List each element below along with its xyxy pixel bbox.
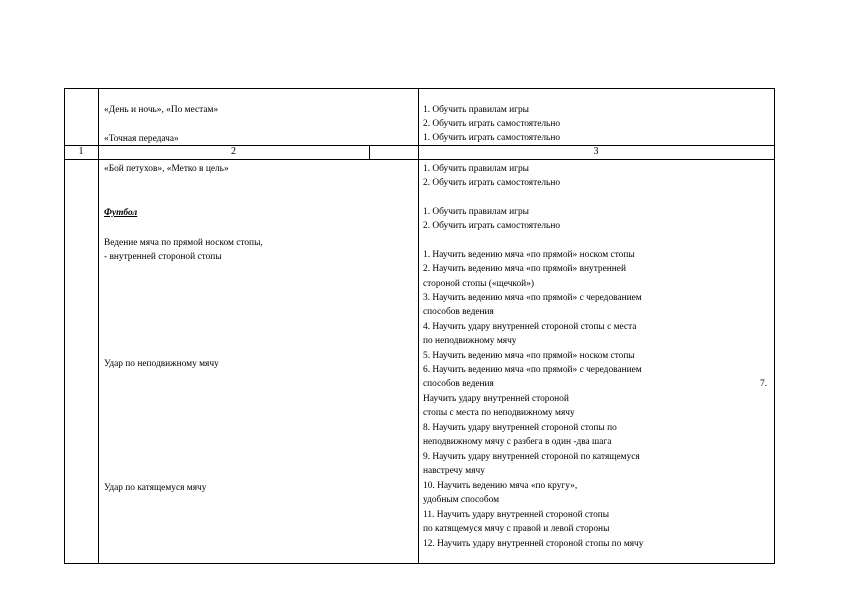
task-line: 3. Научить ведению мяча «по прямой» с чередованием <box>423 293 642 303</box>
task-line: 1. Обучить правилам игры <box>423 164 529 174</box>
task-line: 8. Научить удару внутренней стороной стопы по <box>423 423 617 433</box>
task-line: Научить удару внутренней стороной <box>423 394 569 404</box>
task-line: 5. Научить ведению мяча «по прямой» носком стопы <box>423 351 635 361</box>
top-row-task-1: 1. Обучить правилам игры <box>423 105 529 115</box>
column-divider <box>418 88 419 564</box>
task-line: 6. Научить ведению мяча «по прямой» с чередованием <box>423 365 642 375</box>
column-number-1: 1 <box>78 146 84 157</box>
task-line: стопы с места по неподвижному мячу <box>423 408 575 418</box>
task-line: 4. Научить удару внутренней стороной стопы с места <box>423 322 637 332</box>
task-line: способов ведения <box>423 379 494 389</box>
task-line: 11. Научить удару внутренней стороной стопы <box>423 510 610 520</box>
topic-dribbling-inside: - внутренней стороной стопы <box>104 252 222 262</box>
top-row-games-2: «Точная передача» <box>104 134 179 144</box>
column-divider <box>98 88 99 564</box>
column-number-2: 2 <box>231 146 236 157</box>
task-line: по неподвижному мячу <box>423 336 517 346</box>
table-border-right <box>774 88 775 564</box>
task-line: способов ведения <box>423 307 494 317</box>
task-line: неподвижному мячу с разбега в один -два шага <box>423 437 612 447</box>
topic-kick-stationary: Удар по неподвижному мячу <box>104 359 219 369</box>
main-games: «Бой петухов», «Метко в цель» <box>104 164 229 174</box>
task-line: 9. Научить удару внутренней стороной по катящемуся <box>423 452 640 462</box>
task-line: 1. Обучить правилам игры <box>423 207 529 217</box>
task-number-7: 7. <box>760 379 768 389</box>
task-line: удобным способом <box>423 495 500 505</box>
column-divider <box>369 145 370 160</box>
task-line: 2. Обучить играть самостоятельно <box>423 178 561 188</box>
task-line: навстречу мячу <box>423 466 485 476</box>
task-line: по катящемуся мячу с правой и левой стороны <box>423 524 610 534</box>
table-border-bottom <box>64 563 775 564</box>
table-border-top <box>64 88 775 89</box>
top-row-games-1: «День и ночь», «По местам» <box>104 105 219 115</box>
task-line: 2. Научить ведению мяча «по прямой» внутренней <box>423 264 626 274</box>
task-line: стороной стопы («щечкой») <box>423 279 535 289</box>
table-border-left <box>64 88 65 564</box>
task-line: 12. Научить удару внутренней стороной стопы по мячу <box>423 539 644 549</box>
section-title: Футбол <box>104 208 138 218</box>
topic-dribbling: Ведение мяча по прямой носком стопы, <box>104 238 263 248</box>
top-row-task-2: 2. Обучить играть самостоятельно <box>423 119 561 129</box>
topic-kick-rolling: Удар по катящемуся мячу <box>104 483 207 493</box>
row-divider <box>64 159 775 160</box>
task-line: 10. Научить ведению мяча «по кругу», <box>423 481 578 491</box>
task-line: 1. Научить ведению мяча «по прямой» носком стопы <box>423 250 635 260</box>
task-line: 2. Обучить играть самостоятельно <box>423 221 561 231</box>
column-number-3: 3 <box>593 146 599 157</box>
top-row-task-3: 1. Обучить играть самостоятельно <box>423 133 561 143</box>
